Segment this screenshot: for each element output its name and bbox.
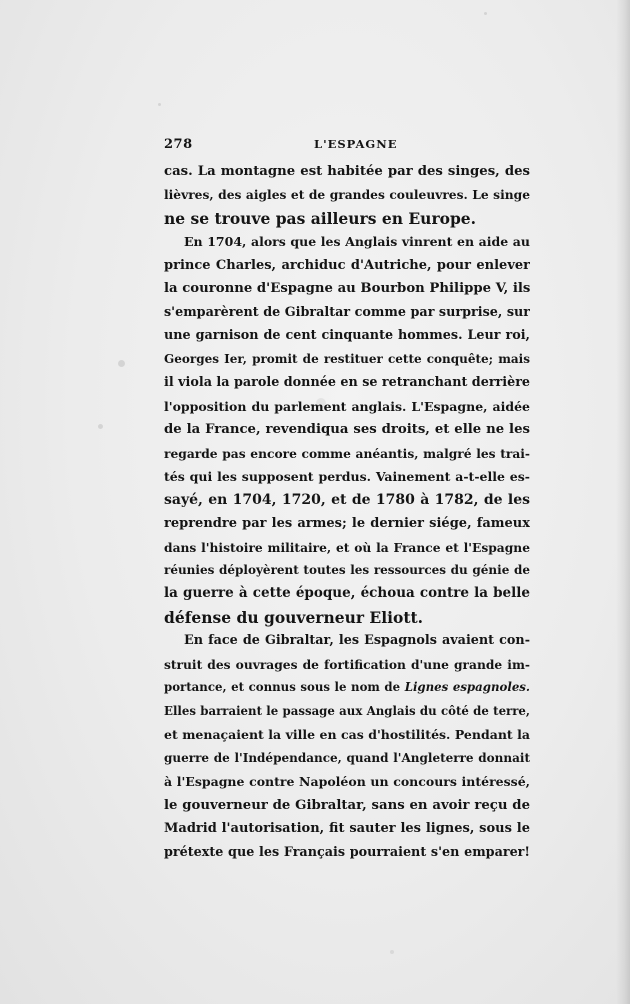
- text-line: struit des ouvrages de fortification d'une grande im-: [164, 656, 530, 672]
- page-number: 278: [164, 137, 193, 152]
- paper-speck: [484, 12, 487, 15]
- text-line: défense du gouverneur Eliott.: [164, 607, 424, 627]
- text-line: à l'Espagne contre Napoléon un concours intéressé,: [164, 774, 530, 790]
- text-line: prétexte que les Français pourraient s'en emparer!: [164, 844, 530, 860]
- text-line: le gouverneur de Gibraltar, sans en avoir reçu de: [164, 797, 530, 813]
- text-line: tés qui les supposent perdus. Vainement a-t-elle es-: [164, 469, 530, 485]
- text-line: reprendre par les armes; le dernier siége, fameux: [164, 516, 530, 532]
- page-header: [164, 137, 530, 155]
- text-line: sayé, en 1704, 1720, et de 1780 à 1782, de les: [164, 491, 530, 508]
- text-line: [164, 676, 530, 699]
- text-line: En face de Gibraltar, les Espagnols avaient con-: [184, 633, 530, 649]
- running-head: L'ESPAGNE: [314, 137, 398, 151]
- paper-speck: [390, 950, 394, 954]
- text-line: regarde pas encore comme anéantis, malgré les trai-: [164, 445, 530, 461]
- italic-phrase: Lignes espagnoles.: [404, 680, 530, 695]
- text-line: réunies déployèrent toutes les ressources du génie de: [164, 562, 530, 577]
- paper-speck: [118, 360, 125, 367]
- text-line: prince Charles, archiduc d'Autriche, pour enlever: [164, 257, 530, 273]
- text-line: Elles barraient le passage aux Anglais du côté de terre,: [164, 703, 530, 718]
- text-line: dans l'histoire militaire, et où la France et l'Espagne: [164, 539, 530, 555]
- text-line: l'opposition du parlement anglais. L'Espagne, aidée: [164, 398, 530, 414]
- paper-speck: [158, 103, 161, 106]
- text-line: la guerre à cette époque, échoua contre la belle: [164, 585, 530, 602]
- text-line: et menaçaient la ville en cas d'hostilités. Pendant la: [164, 727, 530, 743]
- text-line: cas. La montagne est habitée par des singes, des: [164, 164, 530, 179]
- paper-speck: [98, 424, 103, 429]
- text-line: de la France, revendiqua ses droits, et elle ne les: [164, 422, 530, 438]
- text-line: En 1704, alors que les Anglais vinrent en aide au: [184, 234, 530, 250]
- text-line: Madrid l'autorisation, fit sauter les lignes, sous le: [164, 821, 530, 837]
- text-line: ne se trouve pas ailleurs en Europe.: [164, 208, 477, 228]
- text-line: s'emparèrent de Gibraltar comme par surprise, sur: [164, 304, 530, 320]
- text-line: guerre de l'Indépendance, quand l'Angleterre donnait: [164, 750, 530, 765]
- text-line: la couronne d'Espagne au Bourbon Philippe V, ils: [164, 281, 530, 297]
- text-line-segment: portance, et connus sous le nom de: [164, 680, 401, 695]
- text-line: il viola la parole donnée en se retranchant derrière: [164, 375, 530, 391]
- page-edge-shadow: [616, 0, 630, 1004]
- text-line: Georges Ier, promit de restituer cette conquête; mais: [164, 351, 530, 366]
- text-line: lièvres, des aigles et de grandes couleuvres. Le singe: [164, 187, 530, 203]
- body-text: [164, 160, 530, 864]
- text-line: une garnison de cent cinquante hommes. Leur roi,: [164, 328, 530, 344]
